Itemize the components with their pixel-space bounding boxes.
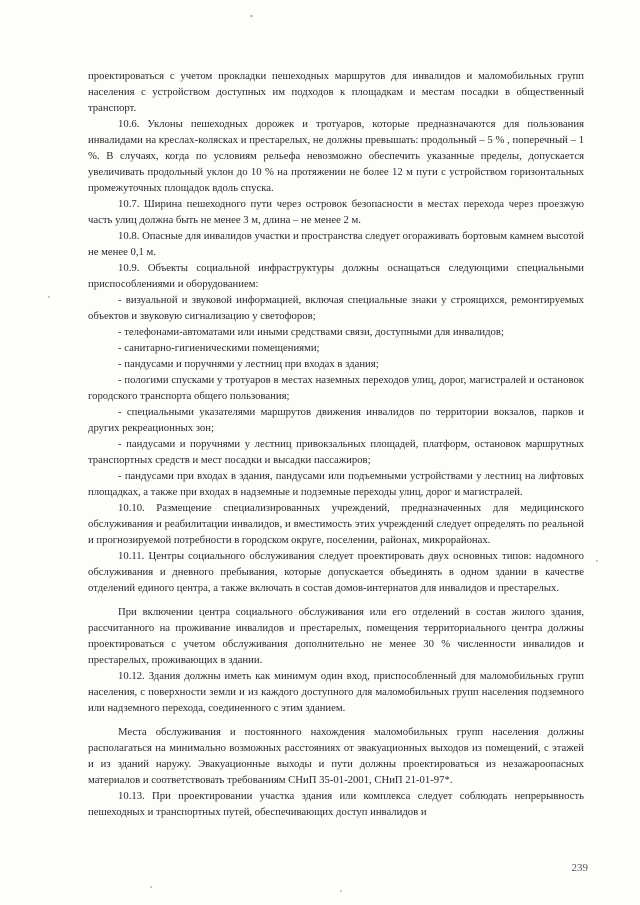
scan-speck <box>48 296 50 298</box>
list-item: - пандусами при входах в здания, пандусами или подъемными устройствами у лестниц на лифтовых площадках, а также при входах в надземные и подземные переходы улиц, дорог и магистралей. <box>88 470 584 498</box>
paragraph-continuation: проектироваться с учетом прокладки пешеходных маршрутов для инвалидов и маломобильных групп населения с устройством доступных им подходов к площадкам и местам посадки в общественный транспорт. <box>88 70 584 114</box>
page-number: 239 <box>571 862 588 874</box>
scan-speck <box>250 15 253 17</box>
paragraph-10-11: 10.11. Центры социального обслуживания следует проектировать двух основных типов: надомного обслуживания и дневного пребывания, которые допускается объединять в одном здании в качестве отделений единого центра, а также включать в состав домов-интернатов для инвалидов и престарелых. <box>88 550 584 594</box>
paragraph-10-12: 10.12. Здания должны иметь как минимум один вход, приспособленный для маломобильных групп населения, с поверхности земли и из каждого доступного для маломобильных групп населения подземного или надземного перехода, соединенного с этим зданием. <box>88 670 584 714</box>
paragraph-evacuation: Места обслуживания и постоянного нахождения маломобильных групп населения должны располагаться на минимально возможных расстояниях от эвакуационных выходов из помещений, с этажей и из зданий наружу. Эвакуационные выходы и пути должны проектироваться из незажароопасных материалов и соответствовать требованиям СНиП 35-01-2001, СНиП 21-01-97*. <box>88 726 584 786</box>
paragraph-10-7: 10.7. Ширина пешеходного пути через островок безопасности в местах перехода через проезжую часть улиц должна быть не менее 3 м, длина – не менее 2 м. <box>88 198 584 226</box>
paragraph-10-9: 10.9. Объекты социальной инфраструктуры должны оснащаться следующими специальными приспособлениями и оборудованием: <box>88 262 584 290</box>
list-item: - телефонами-автоматами или иными средствами связи, доступными для инвалидов; <box>118 326 504 338</box>
scan-speck <box>340 890 342 892</box>
list-item: - санитарно-гигиеническими помещениями; <box>118 342 320 354</box>
paragraph-social-center: При включении центра социального обслуживания или его отделений в состав жилого здания, рассчитанного на проживание инвалидов и престарелых, помещения территориального центра должны проектироваться с учетом обслуживания дополнительно не менее 30 % численности инвалидов и престарелых, проживающих в здании. <box>88 606 584 666</box>
scan-speck <box>150 886 152 888</box>
list-item: - пологими спусками у тротуаров в местах наземных переходов улиц, дорог, магистралей и остановок городского транспорта общего пользования; <box>88 374 584 402</box>
body-text <box>88 68 584 820</box>
paragraph-10-8: 10.8. Опасные для инвалидов участки и пространства следует огораживать бортовым камнем высотой не менее 0,1 м. <box>88 230 584 258</box>
list-item: - визуальной и звуковой информацией, включая специальные знаки у строящихся, ремонтируемых объектов и звуковую сигнализацию у светофоров; <box>88 294 584 322</box>
list-item: - пандусами и поручнями у лестниц привокзальных площадей, платформ, остановок маршрутных транспортных средств и мест посадки и высадки пассажиров; <box>88 438 584 466</box>
paragraph-10-10: 10.10. Размещение специализированных учреждений, предназначенных для медицинского обслуживания и реабилитации инвалидов, и вместимость этих учреждений следует определять по реальной и прогнозируемой потребности в городском округе, поселении, районах, микрорайонах. <box>88 502 584 546</box>
paragraph-10-6: 10.6. Уклоны пешеходных дорожек и тротуаров, которые предназначаются для пользования инвалидами на креслах-колясках и престарелых, не должны превышать: продольный – 5 % , поперечный – 1 %. В случаях, когда по условиям рельефа невозможно обеспечить указанные пределы, допускается увеличивать продольный уклон до 10 % на протяжении не более 12 м пути с устройством горизонтальных промежуточных площадок вдоль спуска. <box>88 118 584 194</box>
paragraph-10-13: 10.13. При проектировании участка здания или комплекса следует соблюдать непрерывность пешеходных и транспортных путей, обеспечивающих доступ инвалидов и <box>88 790 584 818</box>
list-item: - пандусами и поручнями у лестниц при входах в здания; <box>118 358 379 370</box>
list-item: - специальными указателями маршрутов движения инвалидов по территории вокзалов, парков и других рекреационных зон; <box>88 406 584 434</box>
scan-speck <box>596 560 598 562</box>
